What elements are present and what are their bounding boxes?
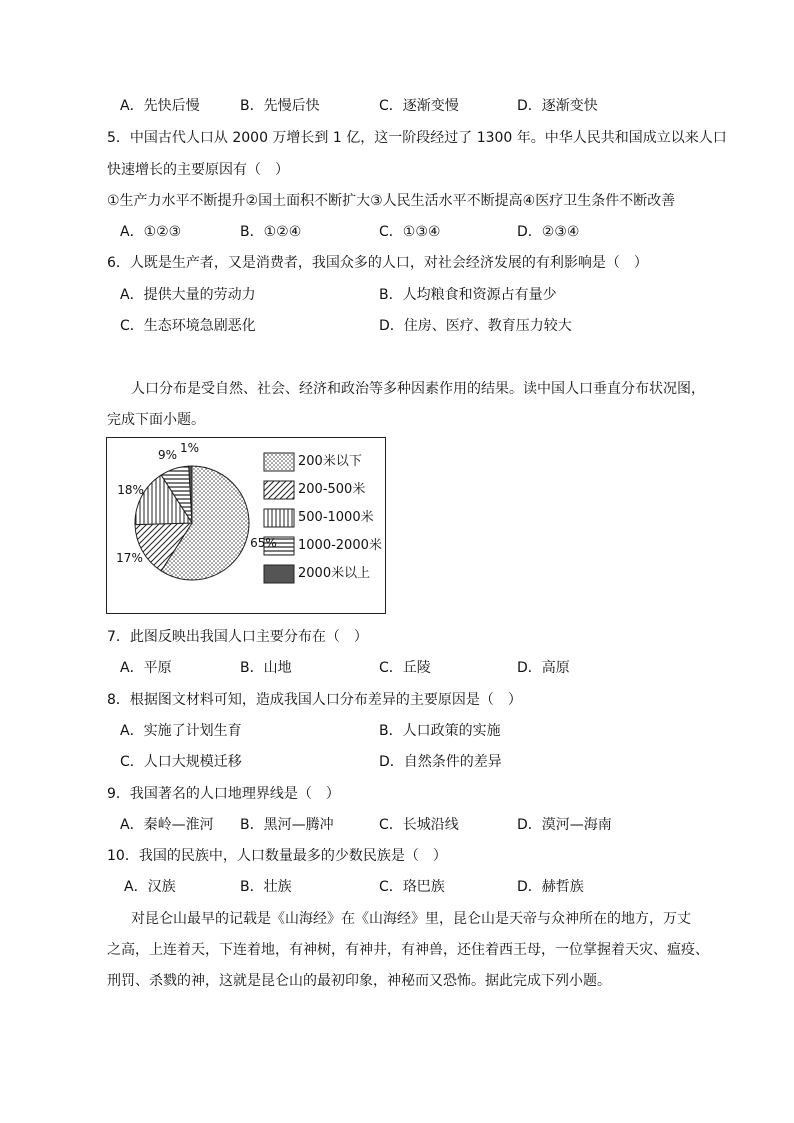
- q8-stem: 8．根据图文材料可知，造成我国人口分布差异的主要原因是（ ）: [107, 692, 522, 708]
- q5-option-a: A．①②③: [120, 224, 182, 240]
- q4-option-a: A．先快后慢: [120, 98, 200, 114]
- pie-label-1: 17%: [116, 550, 143, 565]
- pie-label-3: 9%: [158, 448, 178, 463]
- passage-line3: 刑罚、杀戮的神，这就是昆仑山的最初印象，神秘而又恐怖。据此完成下列小题。: [107, 973, 611, 989]
- q4-option-d: D．逐渐变快: [517, 98, 598, 114]
- legend-label-0: 200米以下: [298, 454, 362, 469]
- q9-option-b: B．黑河—腾冲: [240, 817, 334, 833]
- q10-option-d: D．赫哲族: [517, 879, 584, 895]
- pie-label-4: 1%: [179, 441, 200, 456]
- legend-label-1: 200-500米: [298, 482, 366, 497]
- q4-option-b: B．先慢后快: [240, 98, 320, 114]
- legend-swatch-2: [264, 509, 294, 527]
- q5-option-b: B．①②④: [240, 224, 302, 240]
- legend-label-3: 1000-2000米: [298, 538, 382, 553]
- q5-stem-line2: 快速增长的主要原因有（ ）: [107, 162, 289, 178]
- q7-option-c: C．丘陵: [379, 660, 431, 676]
- q6-option-c: C．生态环境急剧恶化: [120, 318, 256, 334]
- population-vertical-distribution-chart: [106, 437, 386, 614]
- q10-stem: 10．我国的民族中，人口数量最多的少数民族是（ ）: [107, 848, 447, 864]
- q9-stem: 9．我国著名的人口地理界线是（ ）: [107, 786, 340, 802]
- pie-label-2: 18%: [117, 482, 144, 497]
- q10-option-a: A．汉族: [124, 879, 176, 895]
- q8-option-d: D．自然条件的差异: [379, 754, 502, 770]
- legend-swatch-4: [264, 565, 294, 583]
- q9-option-d: D．漠河—海南: [517, 817, 612, 833]
- legend-swatch-0: [264, 453, 294, 471]
- q6-stem: 6．人既是生产者，又是消费者，我国众多的人口，对社会经济发展的有利影响是（ ）: [107, 255, 648, 271]
- q4-option-c: C．逐渐变慢: [379, 98, 459, 114]
- q9-option-c: C．长城沿线: [379, 817, 459, 833]
- q5-option-d: D．②③④: [517, 224, 580, 240]
- q10-option-c: C．珞巴族: [379, 879, 445, 895]
- q6-option-d: D．住房、医疗、教育压力较大: [379, 318, 572, 334]
- q7-stem: 7．此图反映出我国人口主要分布在（ ）: [107, 629, 368, 645]
- pie-label-0: 65%: [250, 536, 277, 550]
- q8-option-a: A．实施了计划生育: [120, 723, 242, 739]
- legend-label-4: 2000米以上: [298, 566, 371, 581]
- intro-line1: 人口分布是受自然、社会、经济和政治等多种因素作用的结果。读中国人口垂直分布状况图，: [131, 381, 705, 397]
- q5-stem-line1: 5．中国古代人口从 2000 万增长到 1 亿，这一阶段经过了 1300 年。中华人民共和国成立以来人口: [107, 130, 727, 146]
- intro-line2: 完成下面小题。: [107, 412, 205, 428]
- q8-option-b: B．人口政策的实施: [379, 723, 501, 739]
- passage-line1: 对昆仑山最早的记载是《山海经》在《山海经》里，昆仑山是天帝与众神所在的地方，万丈: [131, 911, 691, 927]
- q7-option-d: D．高原: [517, 660, 570, 676]
- q10-option-b: B．壮族: [240, 879, 292, 895]
- q7-option-b: B．山地: [240, 660, 292, 676]
- q5-option-c: C．①③④: [379, 224, 441, 240]
- legend-label-2: 500-1000米: [298, 510, 374, 525]
- q5-items: ①生产力水平不断提升②国土面积不断扩大③人民生活水平不断提高④医疗卫生条件不断改善: [107, 193, 676, 209]
- q9-option-a: A．秦岭—淮河: [120, 817, 214, 833]
- q6-option-b: B．人均粮食和资源占有量少: [379, 287, 557, 303]
- q8-option-c: C．人口大规模迁移: [120, 754, 242, 770]
- q7-option-a: A．平原: [120, 660, 172, 676]
- q6-option-a: A．提供大量的劳动力: [120, 287, 256, 303]
- legend-swatch-1: [264, 481, 294, 499]
- passage-line2: 之高，上连着天，下连着地，有神树，有神井，有神兽，还住着西王母，一位掌握着天灾、瘟疫、: [107, 942, 709, 958]
